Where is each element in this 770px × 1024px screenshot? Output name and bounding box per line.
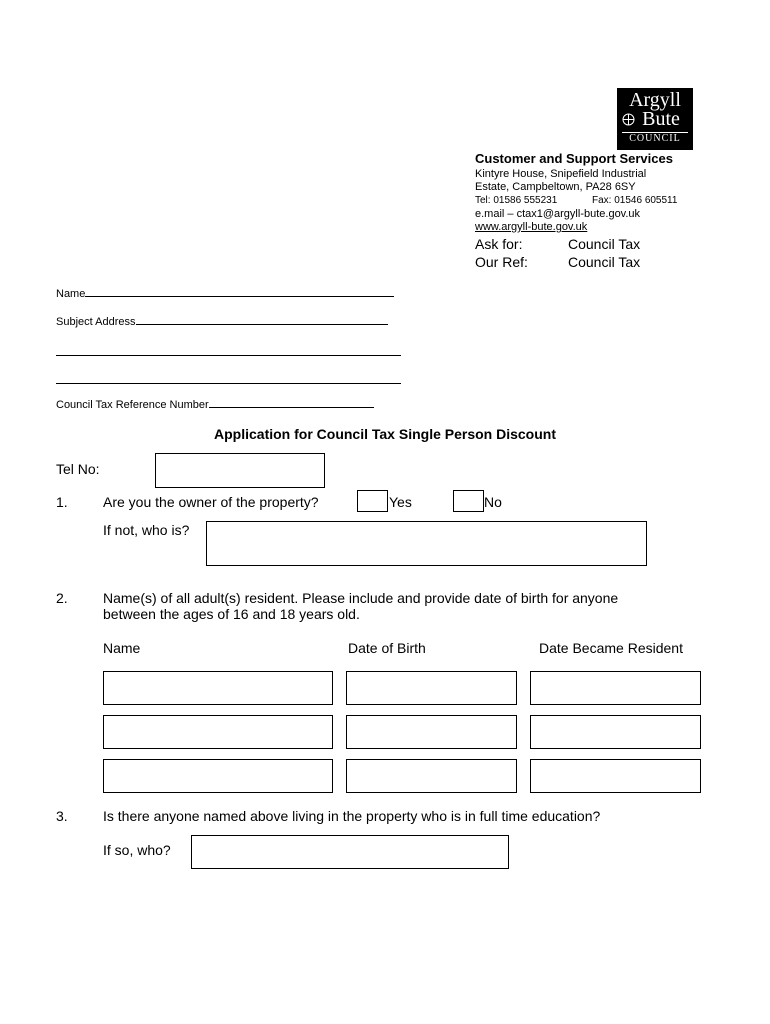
our-ref-label: Our Ref:	[475, 254, 528, 270]
resident-3-name-input[interactable]	[103, 759, 333, 793]
q3-number: 3.	[56, 808, 68, 824]
resident-1-name-input[interactable]	[103, 671, 333, 705]
q1-owner-input[interactable]	[206, 521, 647, 566]
q3-student-input[interactable]	[191, 835, 509, 869]
address-continuation-row-1	[56, 346, 401, 359]
form-title: Application for Council Tax Single Person Discount	[214, 426, 556, 442]
column-header-dob: Date of Birth	[348, 640, 426, 656]
q3-text: Is there anyone named above living in the property who is in full time education?	[103, 808, 601, 824]
resident-2-dob-input[interactable]	[346, 715, 517, 749]
resident-1-date-input[interactable]	[530, 671, 701, 705]
org-name: Customer and Support Services	[475, 151, 673, 166]
address-continuation-row-2	[56, 374, 401, 387]
resident-1-dob-input[interactable]	[346, 671, 517, 705]
q1-no-label: No	[484, 494, 502, 510]
resident-3-dob-input[interactable]	[346, 759, 517, 793]
org-fax: Fax: 01546 605511	[592, 195, 678, 206]
logo-line-bute: Bute	[642, 108, 680, 130]
address-continuation-line-1[interactable]	[56, 346, 401, 356]
council-ref-label: Council Tax Reference Number	[56, 399, 209, 411]
q1-text: Are you the owner of the property?	[103, 494, 319, 510]
council-logo	[617, 88, 693, 150]
council-ref-line[interactable]	[209, 398, 374, 408]
subject-address-line[interactable]	[136, 315, 388, 325]
q2-text-line-2: between the ages of 16 and 18 years old.	[103, 606, 360, 622]
org-telephone: Tel: 01586 555231	[475, 195, 558, 206]
q2-number: 2.	[56, 590, 68, 606]
name-field-label: Name	[56, 288, 86, 300]
resident-2-name-input[interactable]	[103, 715, 333, 749]
q1-number: 1.	[56, 494, 68, 510]
address-line-2: Estate, Campbeltown, PA28 6SY	[475, 181, 636, 193]
name-field-line[interactable]	[85, 287, 394, 297]
tel-label: Tel No:	[56, 461, 100, 477]
ask-for-label: Ask for:	[475, 236, 523, 252]
q1-no-checkbox[interactable]	[453, 490, 484, 512]
our-ref-value: Council Tax	[568, 254, 641, 270]
column-header-date-resident: Date Became Resident	[539, 640, 683, 656]
resident-3-date-input[interactable]	[530, 759, 701, 793]
address-line-1: Kintyre House, Snipefield Industrial	[475, 168, 647, 180]
address-continuation-line-2[interactable]	[56, 374, 401, 384]
org-email[interactable]: e.mail – ctax1@argyll-bute.gov.uk	[475, 208, 641, 220]
q3-followup-label: If so, who?	[103, 842, 171, 858]
q2-text-line-1: Name(s) of all adult(s) resident. Please include and provide date of birth for anyone	[103, 590, 619, 606]
logo-line-council: COUNCIL	[622, 132, 688, 145]
subject-address-row	[56, 315, 388, 328]
resident-2-date-input[interactable]	[530, 715, 701, 749]
column-header-name: Name	[103, 640, 141, 656]
council-ref-row	[56, 398, 374, 411]
logo-line-argyll: Argyll	[629, 89, 681, 111]
tel-input[interactable]	[155, 453, 325, 488]
subject-address-label: Subject Address	[56, 316, 136, 328]
org-website-link[interactable]: www.argyll-bute.gov.uk	[475, 221, 588, 233]
name-field-row	[56, 287, 394, 300]
q1-followup-label: If not, who is?	[103, 522, 190, 538]
ask-for-value: Council Tax	[568, 236, 641, 252]
q1-yes-checkbox[interactable]	[357, 490, 388, 512]
q1-yes-label: Yes	[389, 494, 412, 510]
